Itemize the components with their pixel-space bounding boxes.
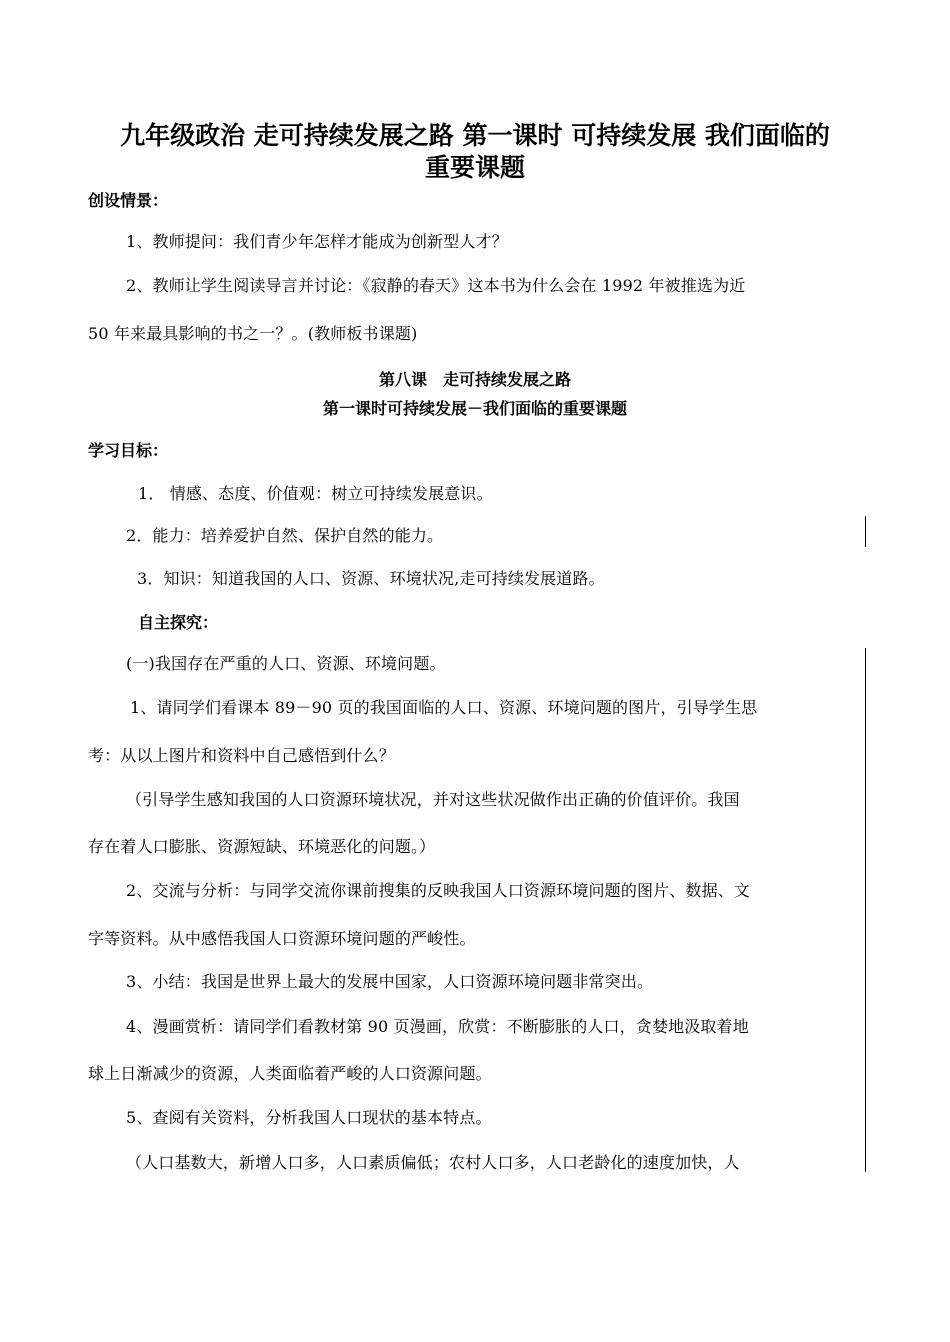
goal-item-1: 1． 情感、态度、价值观：树立可持续发展意识。 xyxy=(138,484,493,503)
margin-rule-2 xyxy=(865,648,866,1172)
scenario-item-2-cont: 50 年来最具影响的书之一？。(教师板书课题) xyxy=(88,324,418,343)
section-heading-explore: 自主探究： xyxy=(138,613,219,632)
title-line-1: 九年级政治 走可持续发展之路 第一课时 可持续发展 我们面临的 xyxy=(120,121,830,150)
scenario-item-1: 1、教师提问：我们青少年怎样才能成为创新型人才？ xyxy=(126,232,508,251)
explore-item-5: 5、查阅有关资料，分析我国人口现状的基本特点。 xyxy=(126,1108,492,1127)
explore-note-1-cont: 存在着人口膨胀、资源短缺、环境恶化的问题。） xyxy=(88,837,436,856)
explore-item-4: 4、漫画赏析：请同学们看教材第 90 页漫画，欣赏：不断膨胀的人口，贪婪地汲取着地 xyxy=(126,1017,749,1036)
section-heading-goals: 学习目标： xyxy=(88,441,169,460)
goal-item-3: 3．知识：知道我国的人口、资源、环境状况,走可持续发展道路。 xyxy=(137,569,605,588)
document-title xyxy=(60,120,890,184)
goal-item-2: 2．能力：培养爱护自然、保护自然的能力。 xyxy=(126,526,444,545)
explore-item-1-cont: 考：从以上图片和资料中自己感悟到什么？ xyxy=(88,746,395,765)
explore-note-1: （引导学生感知我国的人口资源环境状况，并对这些状况做作出正确的价值评价。我国 xyxy=(126,790,740,809)
lesson-title: 第八课 走可持续发展之路 xyxy=(378,370,571,389)
explore-subsection-1: (一)我国存在严重的人口、资源、环境问题。 xyxy=(126,654,446,673)
lesson-subtitle: 第一课时可持续发展－我们面临的重要课题 xyxy=(322,399,627,418)
explore-item-2: 2、交流与分析：与同学交流你课前搜集的反映我国人口资源环境问题的图片、数据、文 xyxy=(126,881,751,900)
explore-item-1: 1、请同学们看课本 89－90 页的我国面临的人口、资源、环境问题的图片，引导学生思 xyxy=(130,698,758,717)
section-heading-scenario: 创设情景： xyxy=(88,191,169,210)
explore-item-2-cont: 字等资料。从中感悟我国人口资源环境问题的严峻性。 xyxy=(88,929,476,948)
explore-note-2: （人口基数大，新增人口多，人口素质偏低；农村人口多，人口老龄化的速度加快，人 xyxy=(126,1153,740,1172)
explore-item-3: 3、小结：我国是世界上最大的发展中国家，人口资源环境问题非常突出。 xyxy=(126,972,654,991)
scenario-item-2: 2、教师让学生阅读导言并讨论：《寂静的春天》这本书为什么会在 1992 年被推选为近 xyxy=(126,276,746,295)
explore-item-4-cont: 球上日渐减少的资源，人类面临着严峻的人口资源问题。 xyxy=(88,1064,492,1083)
title-line-2: 重要课题 xyxy=(424,153,525,182)
margin-rule-1 xyxy=(865,516,866,547)
